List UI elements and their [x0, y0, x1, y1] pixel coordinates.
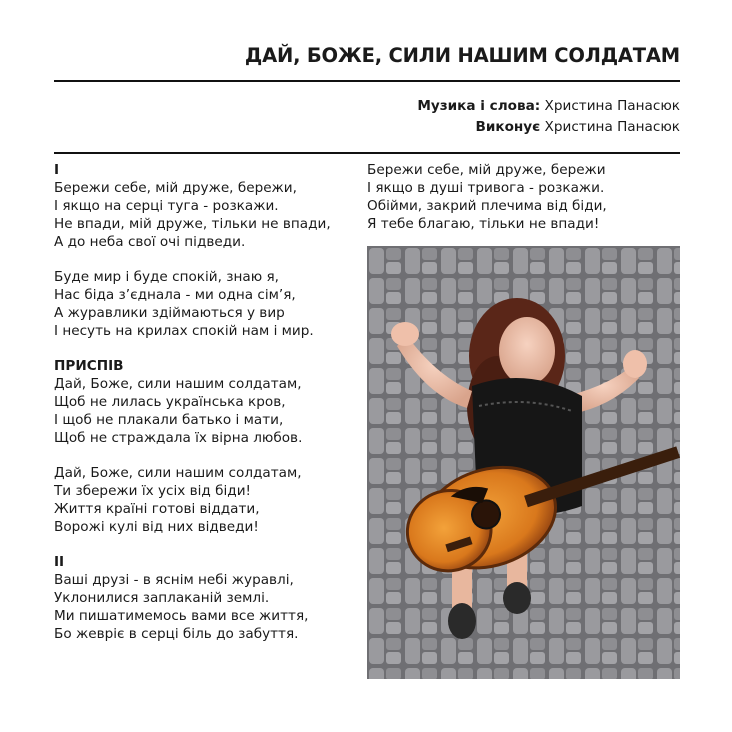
- lyric-line: Щоб не лилась українська кров,: [54, 394, 286, 410]
- lyric-line: Уклонилися заплаканій землі.: [54, 590, 270, 606]
- lyric-line: Не впади, мій друже, тільки не впади,: [54, 216, 331, 232]
- lyric-line: Ти збережи їх усіх від біди!: [54, 483, 251, 499]
- lyric-line: І якщо на серці туга - розкажи.: [54, 198, 279, 214]
- lyric-line: Бережи себе, мій друже, бережи: [367, 162, 606, 178]
- title-rule: [54, 80, 680, 82]
- lyric-line: І якщо в душі тривога - розкажи.: [367, 180, 605, 196]
- lyric-line: Бережи себе, мій друже, бережи,: [54, 180, 297, 196]
- stanza-heading: ПРИСПІВ: [54, 358, 124, 374]
- lyric-line: Дай, Боже, сили нашим солдатам,: [54, 376, 302, 392]
- lyric-line: Ми пишатимемось вами все життя,: [54, 608, 309, 624]
- credits-block: [417, 96, 680, 138]
- lyric-line: Я тебе благаю, тільки не впади!: [367, 216, 600, 232]
- lyric-line: Буде мир і буде спокій, знаю я,: [54, 269, 279, 285]
- lyric-line: А до неба свої очі підведи.: [54, 234, 246, 250]
- stanza: [54, 268, 331, 340]
- performer-label: Виконує: [475, 119, 541, 135]
- lyric-line: Бо жевріє в серці біль до забуття.: [54, 626, 299, 642]
- performer-name: Христина Панасюк: [544, 119, 680, 135]
- stanza: [367, 161, 607, 233]
- lyric-line: Щоб не страждала їх вірна любов.: [54, 430, 303, 446]
- lyric-line: Ворожі кулі від них відведи!: [54, 519, 259, 535]
- music-author: Христина Панасюк: [544, 98, 680, 114]
- stanza: [54, 464, 331, 536]
- singer-photo: [367, 246, 680, 679]
- lyric-line: Життя країні готові віддати,: [54, 501, 260, 517]
- lyrics-left-column: [54, 161, 331, 660]
- stanza-heading: ІІ: [54, 554, 65, 570]
- stanza: [54, 553, 331, 643]
- lyric-line: Нас біда з’єднала - ми одна сім’я,: [54, 287, 296, 303]
- lyric-line: І щоб не плакали батько і мати,: [54, 412, 284, 428]
- stanza-heading: І: [54, 162, 60, 178]
- lyric-line: А журавлики здіймаються у вир: [54, 305, 285, 321]
- lyric-line: І несуть на крилах спокій нам і мир.: [54, 323, 314, 339]
- song-title: ДАЙ, БОЖЕ, СИЛИ НАШИМ СОЛДАТАМ: [244, 44, 680, 67]
- lyric-line: Ваші друзі - в яснім небі журавлі,: [54, 572, 294, 588]
- lyric-line: Дай, Боже, сили нашим солдатам,: [54, 465, 302, 481]
- credits-rule: [54, 152, 680, 154]
- music-credit: [417, 96, 680, 117]
- performer-credit: [417, 117, 680, 138]
- stanza: [54, 357, 331, 447]
- lyrics-right-column: [367, 161, 607, 250]
- music-label: Музика і слова:: [417, 98, 541, 114]
- lyric-line: Обійми, закрий плечима від біди,: [367, 198, 607, 214]
- stanza: [54, 161, 331, 251]
